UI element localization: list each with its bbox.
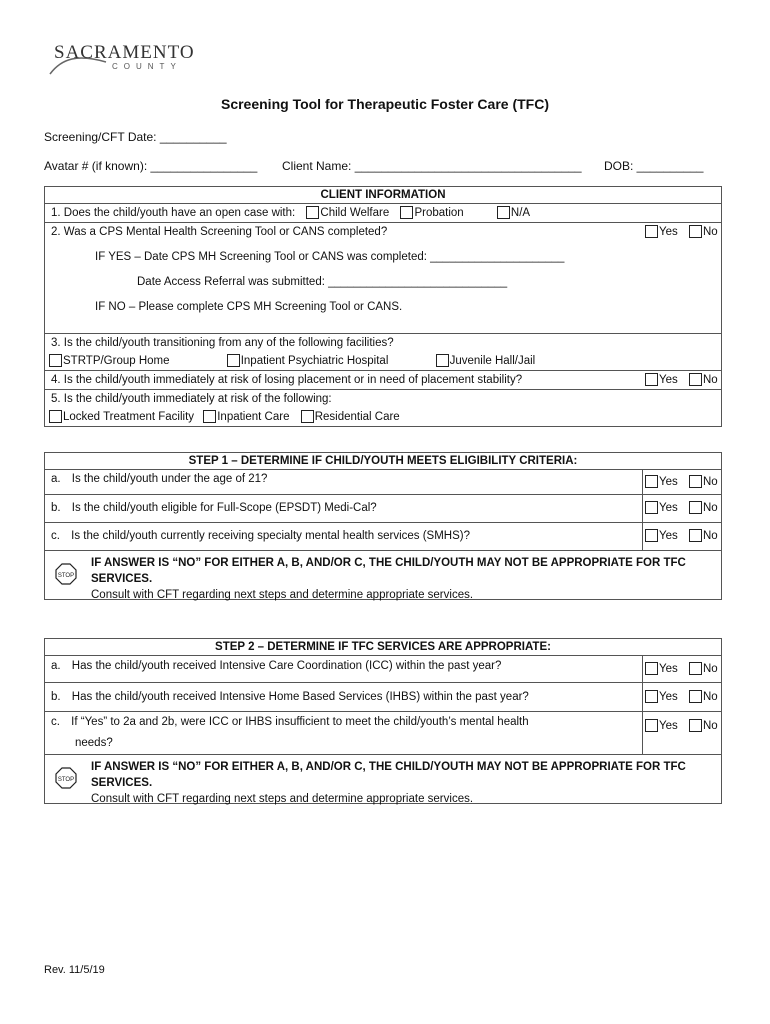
stop-warning-line-1: IF ANSWER IS “NO” FOR EITHER A, B, AND/OR C, THE CHILD/YOUTH MAY NOT BE APPROPRIATE FOR TFC (91, 761, 686, 773)
item-text: Is the child/youth eligible for Full-Scope (EPSDT) Medi-Cal? (71, 502, 377, 514)
item-letter: c. (51, 716, 60, 728)
no-label: No (702, 530, 718, 542)
stop-sign-icon (55, 767, 77, 789)
item-text: Is the child/youth under the age of 21? (71, 473, 268, 485)
question-2-cell (45, 223, 644, 334)
question-1-row (45, 204, 722, 223)
q2-yes-date-line[interactable]: IF YES – Date CPS MH Screening Tool or CANS was completed: _____________________ (95, 251, 565, 263)
step-2-c-yes-checkbox[interactable] (645, 719, 658, 732)
q2-no-checkbox[interactable] (689, 225, 702, 238)
item-letter: b. (51, 502, 61, 514)
yes-label: Yes (659, 476, 678, 488)
svg-text:STOP: STOP (57, 777, 75, 783)
inpatient-psychiatric-checkbox[interactable] (227, 354, 240, 367)
q4-no-checkbox[interactable] (689, 373, 702, 386)
step-1-a-yes-no (643, 470, 722, 495)
client-information-table (44, 186, 722, 427)
q2-no-label: No (702, 226, 718, 238)
yes-label: Yes (659, 663, 678, 675)
revision-date: Rev. 11/5/19 (44, 964, 105, 976)
question-3-text: 3. Is the child/youth transitioning from any of the following facilities? (51, 337, 394, 349)
yes-label: Yes (659, 530, 678, 542)
question-1-text: 1. Does the child/youth have an open case with: (51, 207, 296, 219)
stop-sign-icon (55, 563, 77, 585)
step-1-item-c (45, 523, 643, 551)
step-1-item-b (45, 495, 643, 523)
step-1-a-yes-checkbox[interactable] (645, 475, 658, 488)
stop-consult-note: Consult with CFT regarding next steps and determine appropriate services. (91, 793, 474, 805)
juvenile-hall-checkbox[interactable] (436, 354, 449, 367)
stop-warning-line-2: SERVICES. (91, 777, 153, 789)
item-text: Is the child/youth currently receiving specialty mental health services (SMHS)? (71, 530, 470, 542)
residential-care-label: Residential Care (314, 411, 400, 423)
step-2-b-yes-checkbox[interactable] (645, 690, 658, 703)
na-label: N/A (510, 207, 531, 219)
no-label: No (702, 476, 718, 488)
dob-field[interactable]: DOB: __________ (604, 159, 704, 173)
inpatient-psychiatric-label: Inpatient Psychiatric Hospital (240, 355, 389, 367)
step-2-item-a (45, 656, 643, 683)
item-text: If “Yes” to 2a and 2b, were ICC or IHBS insufficient to meet the child/youth’s mental health (71, 716, 529, 728)
q2-yes-checkbox[interactable] (645, 225, 658, 238)
q2-yes-label: Yes (659, 226, 678, 238)
step-2-a-yes-checkbox[interactable] (645, 662, 658, 675)
yes-label: Yes (659, 720, 678, 732)
step-2-c-no-checkbox[interactable] (689, 719, 702, 732)
probation-checkbox[interactable] (400, 206, 413, 219)
step-1-item-a (45, 470, 643, 495)
no-label: No (702, 663, 718, 675)
probation-label: Probation (414, 207, 464, 219)
client-name-field[interactable]: Client Name: __________________________________ (282, 159, 582, 173)
strtp-checkbox[interactable] (49, 354, 62, 367)
step-1-b-no-checkbox[interactable] (689, 501, 702, 514)
residential-care-checkbox[interactable] (301, 410, 314, 423)
step-2-stop-note (45, 755, 722, 804)
q4-no-label: No (702, 374, 718, 386)
child-welfare-label: Child Welfare (320, 207, 390, 219)
juvenile-hall-label: Juvenile Hall/Jail (449, 355, 536, 367)
step-1-stop-note (45, 551, 722, 600)
step-1-c-yes-no (643, 523, 722, 551)
step-2-header: STEP 2 – DETERMINE IF TFC SERVICES ARE APPROPRIATE: (45, 639, 722, 656)
strtp-label: STRTP/Group Home (63, 355, 170, 367)
item-text: Has the child/youth received Intensive Care Coordination (ICC) within the past year? (71, 660, 502, 672)
q4-yes-label: Yes (659, 374, 678, 386)
step-2-b-no-checkbox[interactable] (689, 690, 702, 703)
q4-yes-checkbox[interactable] (645, 373, 658, 386)
child-welfare-checkbox[interactable] (306, 206, 319, 219)
svg-text:STOP: STOP (57, 573, 75, 579)
q4-yes-no (643, 371, 722, 390)
step-1-c-yes-checkbox[interactable] (645, 529, 658, 542)
no-label: No (702, 502, 718, 514)
step-1-table (44, 452, 722, 600)
logo-wordmark: SACRAMENTO (54, 42, 195, 63)
no-label: No (702, 691, 718, 703)
question-2-text: 2. Was a CPS Mental Health Screening Tool or CANS completed? (51, 226, 388, 238)
step-1-header: STEP 1 – DETERMINE IF CHILD/YOUTH MEETS ELIGIBILITY CRITERIA: (45, 453, 722, 470)
sacramento-county-logo (48, 40, 195, 82)
locked-treatment-checkbox[interactable] (49, 410, 62, 423)
na-checkbox[interactable] (497, 206, 510, 219)
question-5-text: 5. Is the child/youth immediately at risk of the following: (51, 393, 332, 405)
item-text: Has the child/youth received Intensive Home Based Services (IHBS) within the past year? (71, 691, 529, 703)
step-1-a-no-checkbox[interactable] (689, 475, 702, 488)
yes-label: Yes (659, 691, 678, 703)
question-4-text: 4. Is the child/youth immediately at risk of losing placement or in need of placement stability? (45, 371, 644, 390)
step-2-table (44, 638, 722, 804)
inpatient-care-checkbox[interactable] (203, 410, 216, 423)
logo-county: COUNTY (112, 62, 182, 71)
no-label: No (702, 720, 718, 732)
avatar-number-field[interactable]: Avatar # (if known): ________________ (44, 159, 258, 173)
step-2-a-yes-no (643, 656, 722, 683)
step-2-item-b (45, 683, 643, 712)
q2-yes-no (643, 223, 722, 334)
item-letter: c. (51, 530, 60, 542)
item-text-continued: needs? (75, 737, 113, 749)
stop-consult-note: Consult with CFT regarding next steps and determine appropriate services. (91, 589, 474, 601)
q2-referral-date-line[interactable]: Date Access Referral was submitted: ____________________________ (137, 276, 508, 288)
q2-no-line: IF NO – Please complete CPS MH Screening Tool or CANS. (95, 301, 403, 313)
step-1-b-yes-no (643, 495, 722, 523)
item-letter: a. (51, 473, 61, 485)
step-2-c-yes-no (643, 712, 722, 755)
question-5-row (45, 390, 722, 427)
item-letter: a. (51, 660, 61, 672)
question-3-row (45, 334, 722, 371)
locked-treatment-label: Locked Treatment Facility (63, 411, 195, 423)
step-2-b-yes-no (643, 683, 722, 712)
screening-date-field[interactable]: Screening/CFT Date: __________ (44, 130, 227, 144)
step-1-b-yes-checkbox[interactable] (645, 501, 658, 514)
stop-warning-line-1: IF ANSWER IS “NO” FOR EITHER A, B, AND/OR C, THE CHILD/YOUTH MAY NOT BE APPROPRIATE FOR TFC (91, 557, 686, 569)
step-2-a-no-checkbox[interactable] (689, 662, 702, 675)
step-2-item-c (45, 712, 643, 755)
inpatient-care-label: Inpatient Care (217, 411, 290, 423)
client-information-header: CLIENT INFORMATION (45, 187, 722, 204)
stop-warning-line-2: SERVICES. (91, 573, 153, 585)
step-1-c-no-checkbox[interactable] (689, 529, 702, 542)
page-title: Screening Tool for Therapeutic Foster Care (TFC) (220, 96, 549, 112)
item-letter: b. (51, 691, 61, 703)
yes-label: Yes (659, 502, 678, 514)
